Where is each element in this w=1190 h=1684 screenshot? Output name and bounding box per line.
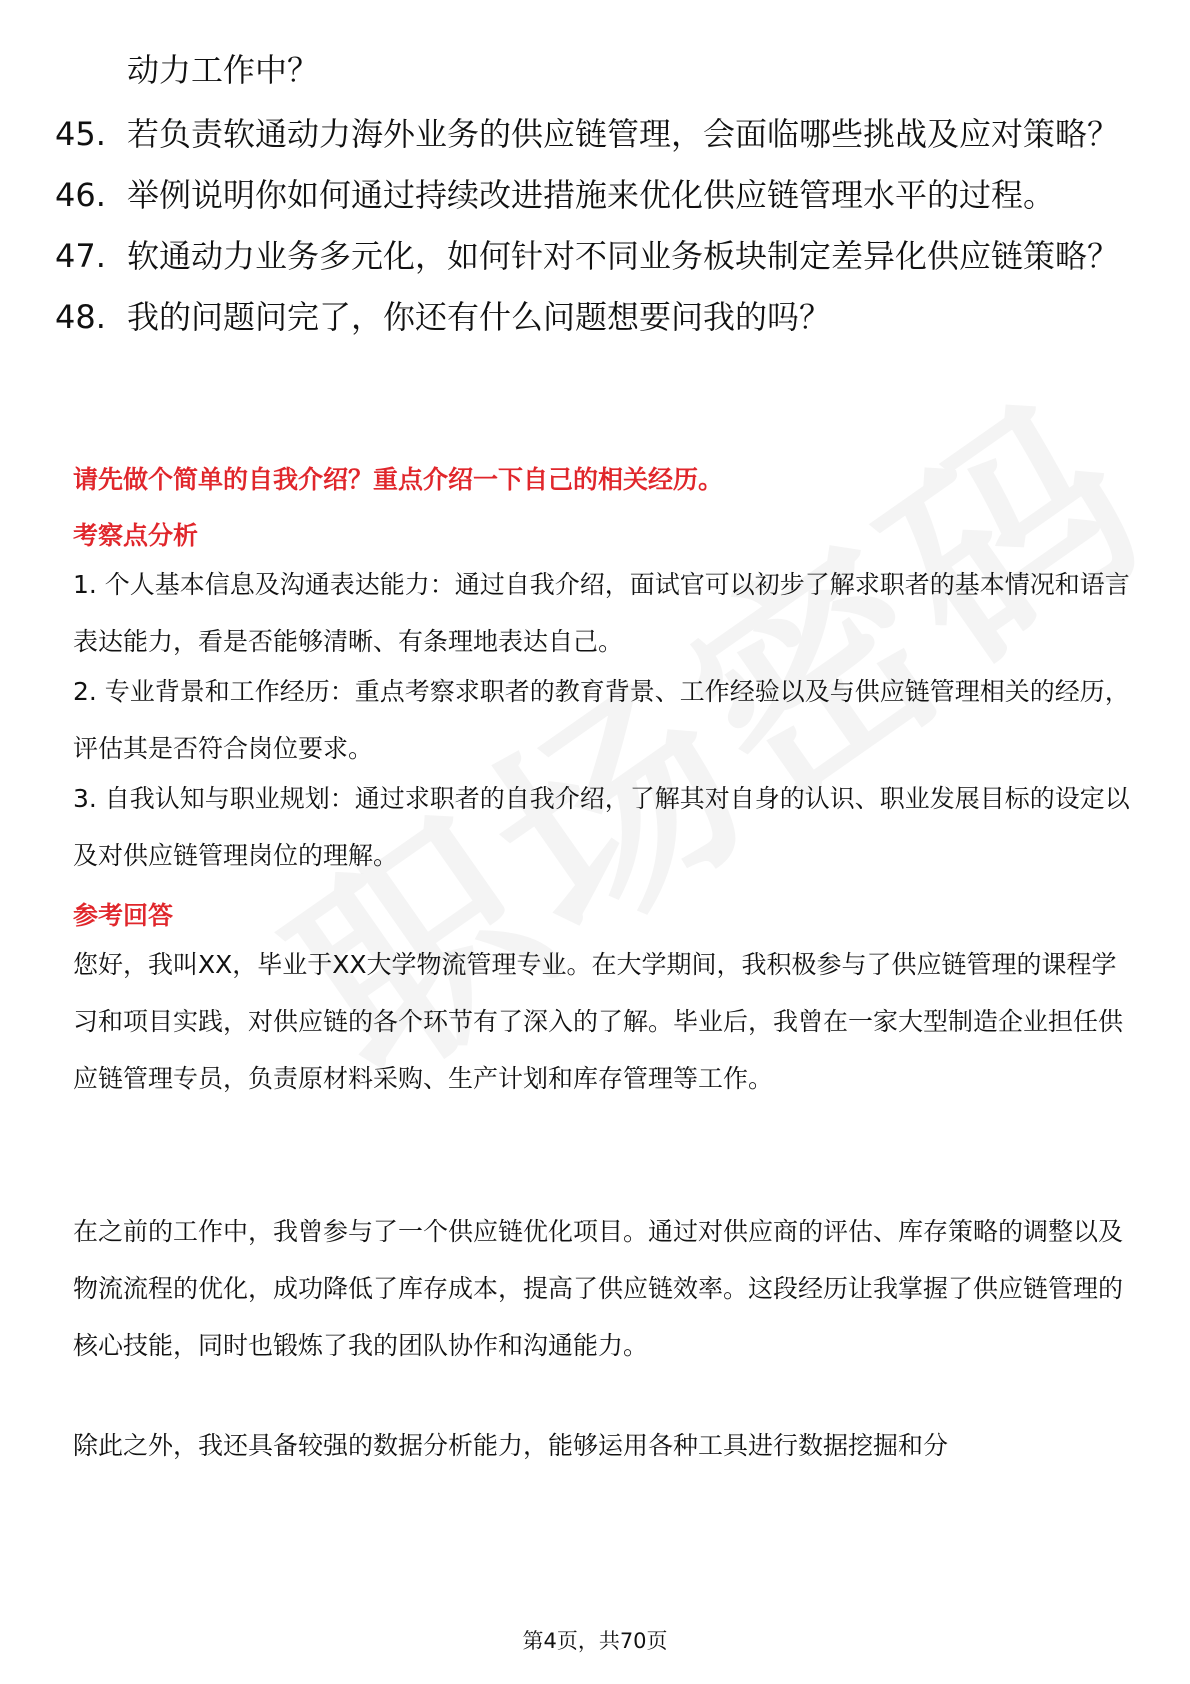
question-item: [55, 234, 1125, 278]
question-text: 若负责软通动力海外业务的供应链管理，会面临哪些挑战及应对策略？: [127, 115, 1120, 153]
question-number: 48.: [55, 298, 106, 336]
analysis-heading: 考察点分析: [73, 521, 199, 550]
question-item: [55, 112, 1125, 156]
question-number: 45.: [55, 115, 106, 153]
question-text: 软通动力业务多元化，如何针对不同业务板块制定差异化供应链策略？: [127, 237, 1120, 275]
answer-paragraph: 除此之外，我还具备较强的数据分析能力，能够运用各种工具进行数据挖掘和分: [73, 1431, 949, 1460]
question-continuation: 动力工作中？: [127, 51, 320, 89]
answer-paragraph: 在之前的工作中，我曾参与了一个供应链优化项目。通过对供应商的评估、库存策略的调整以及物流流程的优化，成功降低了库存成本，提高了供应链效率。这段经历让我掌握了供应链管理的核心技能，同时也锻炼了我的团队协作和沟通能力。: [73, 1217, 1124, 1360]
question-number: 47.: [55, 237, 106, 275]
question-text: 我的问题问完了，你还有什么问题想要问我的吗？: [127, 298, 832, 336]
page-footer: 第4页，共70页: [522, 1629, 668, 1653]
question-list: [55, 112, 1125, 356]
question-item: [55, 295, 1125, 339]
question-item: [55, 173, 1125, 217]
question-text: 举例说明你如何通过持续改进措施来优化供应链管理水平的过程。: [127, 176, 1056, 214]
answer-heading: 参考回答: [73, 901, 174, 930]
analysis-point: 3. 自我认知与职业规划：通过求职者的自我介绍，了解其对自身的认识、职业发展目标的设定以及对供应链管理岗位的理解。: [73, 784, 1130, 870]
analysis-point: 1. 个人基本信息及沟通表达能力：通过自我介绍，面试官可以初步了解求职者的基本情况和语言表达能力，看是否能够清晰、有条理地表达自己。: [73, 570, 1130, 656]
analysis-point: 2. 专业背景和工作经历：重点考察求职者的教育背景、工作经验以及与供应链管理相关的经历，评估其是否符合岗位要求。: [73, 677, 1130, 763]
answer-paragraph: 您好，我叫XX，毕业于XX大学物流管理专业。在大学期间，我积极参与了供应链管理的课程学习和项目实践，对供应链的各个环节有了深入的了解。毕业后，我曾在一家大型制造企业担任供应链管理专员，负责原材料采购、生产计划和库存管理等工作。: [73, 950, 1124, 1093]
question-number: 46.: [55, 176, 106, 214]
section-question-heading: 请先做个简单的自我介绍？重点介绍一下自己的相关经历。: [73, 465, 724, 494]
